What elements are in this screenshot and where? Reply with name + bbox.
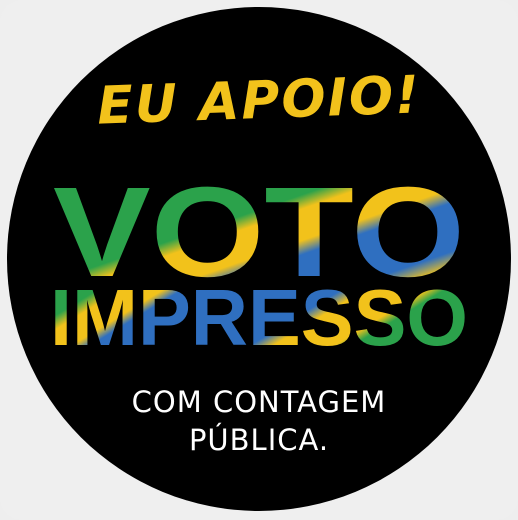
title-impresso: IMPRESSO — [50, 273, 468, 362]
headline-text: EU APOIO! — [96, 65, 422, 137]
subtitle-line-1: COM CONTAGEM — [131, 385, 387, 419]
subtitle-line-2: PÚBLICA. — [188, 423, 330, 457]
title-voto: VOTO — [53, 161, 465, 304]
